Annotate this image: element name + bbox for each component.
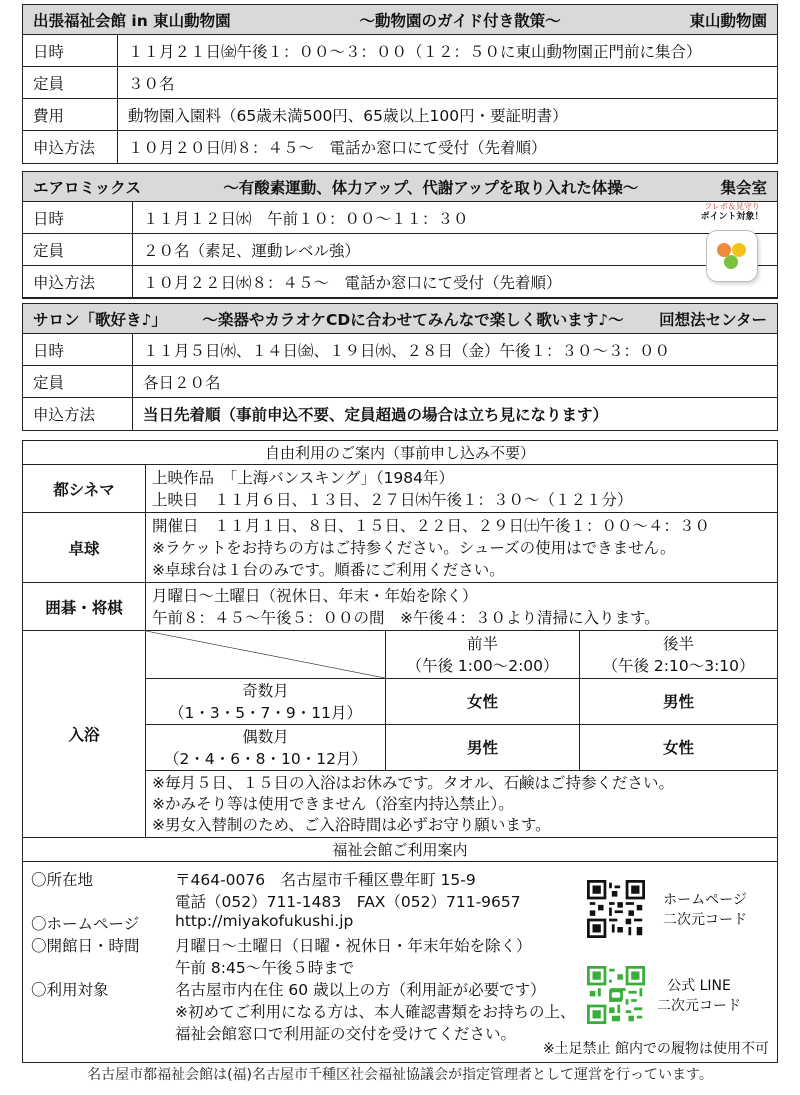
- free-use-bath: [23, 631, 777, 838]
- bath-cell: 女性: [580, 725, 777, 771]
- row-label: 日時: [23, 202, 133, 233]
- row-label: 定員: [23, 234, 133, 265]
- phone-text: 電話（052）711-1483 FAX（052）711-9657: [175, 893, 521, 911]
- event-dongshan-zoo: [22, 4, 778, 164]
- event-row-application: [23, 266, 777, 298]
- free-use-cinema: [23, 465, 777, 513]
- row-label: 定員: [23, 366, 133, 397]
- footer-note: 名古屋市都福祉会館は(福)名古屋市千種区社会福祉協議会が指定管理者として運営を行っています。: [87, 1067, 713, 1083]
- event-title: エアロミックス: [33, 178, 142, 197]
- homepage-qr-code-icon[interactable]: [587, 880, 645, 938]
- event-aerobics: [22, 171, 778, 299]
- row-label: 費用: [23, 99, 118, 130]
- detail-line: 開催日 １１月１日、８日、１５日、２２日、２９日㈯午後１：００～４：３０: [152, 517, 711, 535]
- detail-line: 上映日 １１月６日、１３日、２７日㈭午後１：３０～（１２１分）: [152, 491, 633, 509]
- qr-caption-homepage: [663, 890, 747, 930]
- row-months: （1・3・5・7・9・11月）: [168, 703, 363, 722]
- detail-line: ※ラケットをお持ちの方はご持参ください。シューズの使用はできません。: [152, 539, 676, 557]
- caption-line: ホームページ: [663, 892, 747, 908]
- row-label: 申込方法: [23, 398, 133, 430]
- point-badge: [699, 202, 765, 281]
- event-row-capacity: [23, 67, 777, 99]
- facility-label: 入浴: [23, 631, 146, 837]
- event-row-cost: [23, 99, 777, 131]
- note-line: ※かみそり等は使用できません（浴室内持込禁止）。: [152, 795, 514, 813]
- bath-row-odd-months: [146, 679, 386, 725]
- event-title: 出張福祉会館 in 東山動物園: [33, 11, 231, 30]
- row-label: 申込方法: [23, 131, 118, 163]
- free-use-pingpong: [23, 513, 777, 583]
- target-line: 名古屋市内在住 60 歳以上の方（利用証が必要です）: [175, 981, 546, 999]
- event-venue: 回想法センター: [659, 310, 767, 329]
- bath-notes: [146, 771, 777, 838]
- qr-caption-line: [657, 976, 741, 1016]
- hours-time: 午前 8:45～午後５時まで: [175, 959, 355, 977]
- row-months: （2・4・6・8・10・12月）: [164, 749, 367, 768]
- row-value: １１月５日㈬、１４日㈮、１９日㈬、２８日（金）午後１：３０～３：００: [143, 341, 671, 360]
- facility-label: 都シネマ: [23, 465, 146, 512]
- event-title: サロン「歌好き♪」: [33, 310, 167, 329]
- hours-days: 月曜日～土曜日（日曜・祝休日・年末年始を除く）: [175, 937, 532, 955]
- caption-line: 公式 LINE: [667, 978, 731, 994]
- facility-details: [146, 583, 777, 630]
- event-row-capacity: [23, 366, 777, 398]
- badge-line2: ポイント対象！: [700, 212, 764, 222]
- free-use-go-shogi: [23, 583, 777, 631]
- detail-line: 月曜日～土曜日（祝休日、年末・年始を除く）: [152, 587, 478, 605]
- detail-line: ※卓球台は１台のみです。順番にご利用ください。: [152, 561, 505, 579]
- event-row-datetime: [23, 334, 777, 366]
- bath-row-even-months: [146, 725, 386, 771]
- event-subtitle: ～動物園のガイド付き散策～: [359, 11, 561, 30]
- bath-diagonal-cell: [146, 631, 386, 679]
- detail-line: 午前８：４５～午後５：００の間 ※午後４：３０より清掃に入ります。: [152, 609, 660, 627]
- bath-details: [146, 631, 777, 837]
- row-value: １１月２１日㈮午後１：００～３：００（１２：５０に東山動物園正門前に集合）: [128, 42, 702, 61]
- facility-label: 囲碁・将棋: [23, 583, 146, 630]
- target-line: 福祉会館窓口で利用証の交付を受けてください。: [175, 1025, 517, 1043]
- row-value: １０月２０日㈪８：４５～ 電話か窓口にて受付（先着順）: [128, 139, 547, 157]
- free-use-section: [22, 440, 778, 1063]
- target-label: 〇利用対象: [31, 981, 109, 999]
- caption-line: 二次元コード: [657, 998, 741, 1014]
- facility-details: [146, 465, 777, 512]
- bath-schedule-table: [146, 631, 777, 771]
- line-qr-code-icon[interactable]: [587, 966, 645, 1024]
- hearts-logo-icon: [707, 231, 757, 281]
- event-subtitle: ～有酸素運動、体力アップ、代謝アップを取り入れた体操～: [223, 178, 639, 197]
- row-label: 申込方法: [23, 266, 133, 297]
- row-label: 日時: [23, 334, 133, 365]
- hours-label: 〇開館日・時間: [31, 937, 140, 955]
- row-value: １１月１２日㈬ 午前１０：００～１１：３０: [143, 209, 469, 228]
- bath-col-second-half: [580, 631, 777, 679]
- row-label: 定員: [23, 67, 118, 98]
- row-value: ３０名: [128, 74, 175, 93]
- bath-cell: 男性: [580, 679, 777, 725]
- event-singing-salon: [22, 303, 778, 431]
- address-label: 〇所在地: [31, 871, 94, 889]
- row-title: 奇数月: [242, 681, 289, 700]
- event-row-datetime: [23, 202, 777, 234]
- row-value: 当日先着順（事前申込不要、定員超過の場合は立ち見になります）: [143, 406, 609, 424]
- bath-cell: 女性: [386, 679, 580, 725]
- event-subtitle: ～楽器やカラオケCDに合わせてみんなで楽しく歌います♪～: [202, 310, 624, 329]
- row-value: 各日２０名: [143, 373, 221, 392]
- col-time: （午後 2:10～3:10）: [602, 656, 755, 675]
- event-header: [23, 304, 777, 334]
- info-header: 福祉会館ご利用案内: [23, 838, 777, 862]
- bath-cell: 男性: [386, 725, 580, 771]
- row-value: １０月２２日㈬８：４５～ 電話か窓口にて受付（先着順）: [143, 273, 562, 292]
- homepage-label: 〇ホームページ: [31, 915, 140, 933]
- facility-details: [146, 513, 777, 582]
- event-header: [23, 5, 777, 35]
- col-title: 後半: [662, 634, 694, 653]
- bath-col-first-half: [386, 631, 580, 679]
- event-venue: 東山動物園: [689, 11, 767, 30]
- note-line: ※毎月５日、１５日の入浴はお休みです。タオル、石鹸はご持参ください。: [152, 774, 675, 792]
- caption-line: 二次元コード: [663, 912, 747, 928]
- free-use-header: 自由利用のご案内（事前申し込み不要）: [23, 441, 777, 465]
- detail-line: 上映作品 「上海バンスキング」（1984年）: [152, 469, 455, 487]
- event-row-capacity: [23, 234, 777, 266]
- event-row-application: [23, 131, 777, 163]
- footwear-note: ※土足禁止 館内での履物は使用不可: [542, 1041, 769, 1057]
- event-venue: 集会室: [720, 178, 767, 197]
- event-row-application: [23, 398, 777, 430]
- col-title: 前半: [466, 634, 498, 653]
- row-label: 日時: [23, 35, 118, 66]
- badge-line1: フレポ＆見守り: [704, 202, 760, 211]
- row-value: ２０名（素足、運動レベル強）: [143, 241, 361, 260]
- event-row-datetime: [23, 35, 777, 67]
- address-text: 〒464-0076 名古屋市千種区豊年町 15-9: [175, 871, 476, 889]
- event-header: [23, 172, 777, 202]
- info-body: [23, 862, 777, 1062]
- col-time: （午後 1:00～2:00）: [406, 656, 559, 675]
- row-value: 動物園入園料（65歳未満500円、65歳以上100円・要証明書）: [128, 106, 568, 125]
- homepage-link[interactable]: http://miyakofukushi.jp: [175, 912, 354, 930]
- target-line: ※初めてご利用になる方は、本人確認書類をお持ちの上、: [175, 1003, 576, 1021]
- facility-label: 卓球: [23, 513, 146, 582]
- row-title: 偶数月: [242, 727, 289, 746]
- note-line: ※男女入替制のため、ご入浴時間は必ずお守り願います。: [152, 816, 551, 834]
